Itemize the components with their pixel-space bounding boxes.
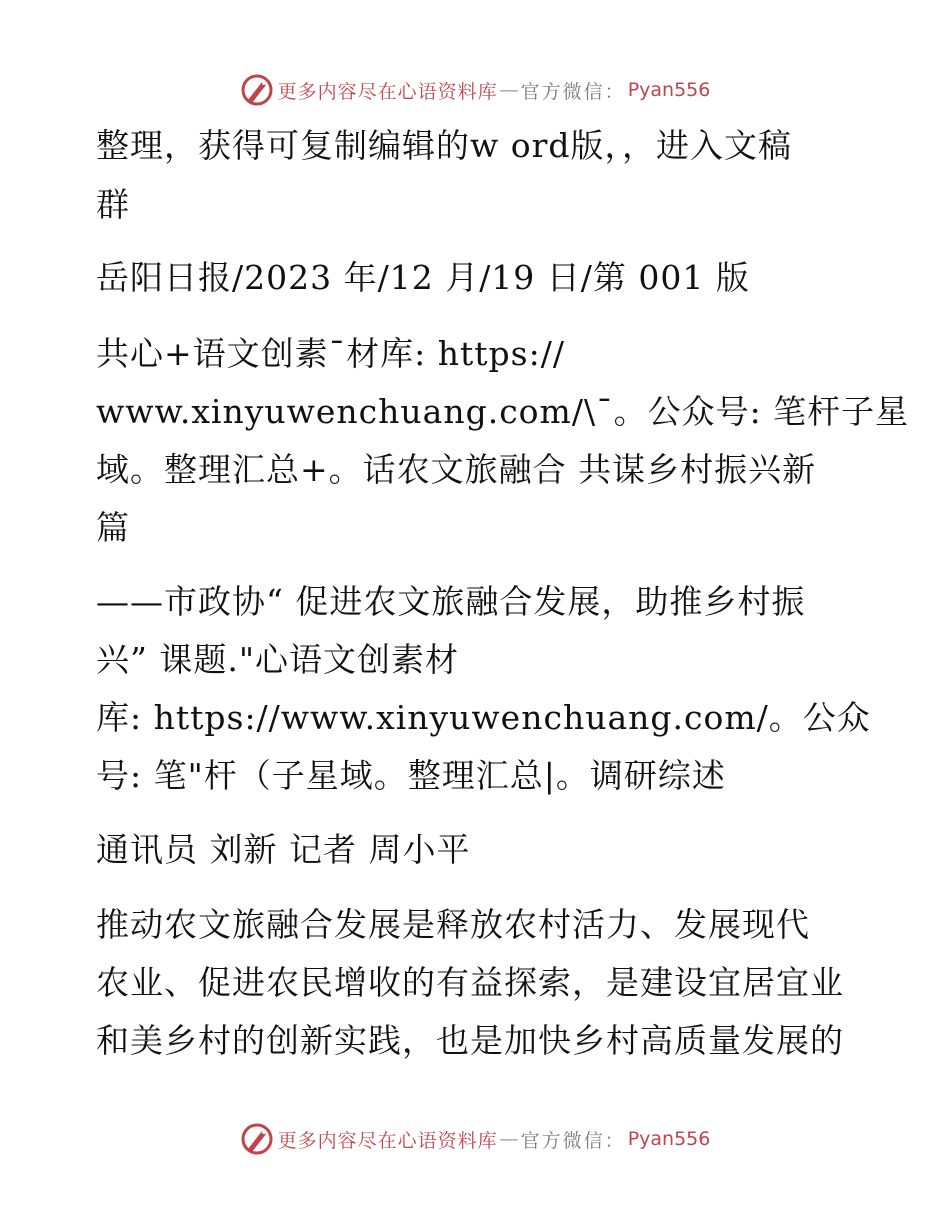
doc-line: 篇 <box>96 508 130 547</box>
doc-line: 推动农文旅融合发展是释放农村活力、发展现代 <box>96 905 810 944</box>
watermark-separator: — <box>499 79 519 101</box>
doc-line: 兴” 课题."心语文创素材 <box>96 640 460 679</box>
watermark-banner-top <box>0 72 950 108</box>
doc-line: 通讯员 刘新 记者 周小平 <box>96 830 471 869</box>
watermark-official: 官方微信： <box>520 80 626 103</box>
doc-line: 域。整理汇总+。话农文旅融合 共谋乡村振兴新 <box>96 450 817 489</box>
watermark-handle: Pyan556 <box>627 79 711 101</box>
doc-line: www.xinyuwenchuang.com/\¯。公众号: 笔杆子星 <box>96 392 910 431</box>
doc-line: 和美乡村的创新实践，也是加快乡村高质量发展的 <box>96 1021 844 1060</box>
doc-line: 群 <box>96 185 130 224</box>
doc-line: 库: https://www.xinyuwenchuang.com/。公众 <box>96 698 871 737</box>
doc-line: 整理，获得可复制编辑的w ord版，，进入文稿 <box>96 126 793 165</box>
watermark-separator: — <box>499 1128 519 1150</box>
doc-line: 农业、促进农民增收的有益探索，是建设宜居宜业 <box>96 963 844 1002</box>
doc-line: 号: 笔"杆（子星域。整理汇总|。调研综述 <box>96 756 726 795</box>
watermark-banner-bottom <box>0 1121 950 1157</box>
doc-line: 岳阳日报/2023 年/12 月/19 日/第 001 版 <box>96 258 750 297</box>
watermark-brand: 更多内容尽在心语资料库 <box>277 80 498 103</box>
doc-line: 共心+语文创素¯材库: https:// <box>96 334 565 373</box>
doc-line: ——市政协“ 促进农文旅融合发展，助推乡村振 <box>96 582 806 621</box>
pen-logo-icon <box>240 73 274 107</box>
watermark-official: 官方微信： <box>520 1129 626 1152</box>
pen-logo-icon <box>240 1122 274 1156</box>
watermark-handle: Pyan556 <box>627 1128 711 1150</box>
watermark-brand: 更多内容尽在心语资料库 <box>277 1129 498 1152</box>
